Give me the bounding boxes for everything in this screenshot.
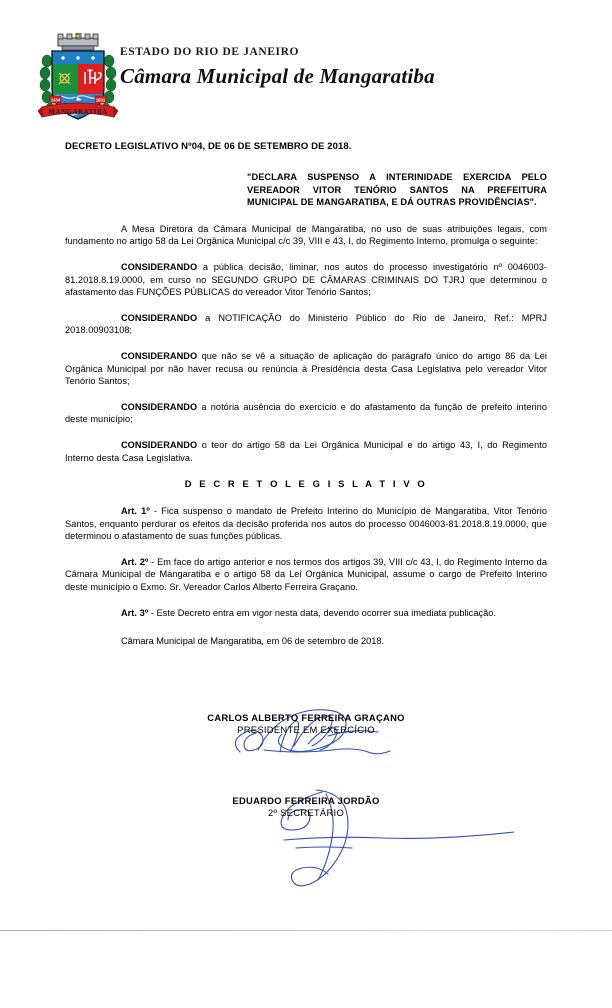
considerando-label-5: CONSIDERANDO bbox=[121, 439, 198, 450]
article-paragraph-1 bbox=[65, 505, 547, 543]
document-header bbox=[0, 28, 612, 128]
closing-line: Câmara Municipal de Mangaratiba, em 06 de setembro de 2018. bbox=[121, 636, 385, 647]
considerando-label-3: CONSIDERANDO bbox=[121, 350, 198, 361]
considerando-text-3: que não se vê a situação de aplicação do parágrafo único do artigo 86 da Lei Orgânica Municipal por não haver recusa ou renúncia à Presidência desta Casa Legislativa pelo vereador Vitor Tenório Santos; bbox=[65, 350, 547, 387]
crest-banner-text: MANGARATIBA bbox=[48, 108, 108, 117]
considerando-text-4: a notória ausência do exercício e do afastamento da função de prefeito interino deste município; bbox=[65, 401, 547, 425]
considerando-label-1: CONSIDERANDO bbox=[121, 261, 198, 272]
coat-of-arms-icon bbox=[36, 33, 120, 125]
article-paragraph-3 bbox=[65, 607, 547, 620]
header-institution-title: Câmara Municipal de Mangaratiba bbox=[120, 64, 435, 88]
considerando-paragraph-3 bbox=[65, 350, 547, 388]
signature-role-secretary: 2º SECRETÁRIO bbox=[267, 807, 345, 818]
considerando-label-2: CONSIDERANDO bbox=[121, 312, 198, 323]
signature-name-secretary: EDUARDO FERREIRA JORDÃO bbox=[232, 795, 380, 806]
considerando-text-1: a pública decisão, liminar, nos autos do processo investigatório nº 0046003-81.2018.8.19.0000, em curso no SEGUNDO GRUPO DE CÂMARAS CRIMINAIS DO TJRJ que determinou o afastamento das FUNÇÕES PÚBLICAS do vereador Vitor Tenório Santos; bbox=[65, 261, 547, 298]
footer-divider bbox=[0, 930, 612, 931]
considerando-paragraph-5 bbox=[65, 439, 547, 464]
article-text-1: - Fica suspenso o mandato de Prefeito Interino do Município de Mangaratiba, Vitor Tenório Santos, enquanto perdurar os efeitos da decisão proferida nos autos do processo 0046003-81.2018.8.19.0000, que determinou o afastamento de suas funções públicas. bbox=[65, 506, 547, 542]
article-label-2: Art. 2º bbox=[121, 556, 149, 567]
considerando-label-4: CONSIDERANDO bbox=[121, 401, 198, 412]
considerando-paragraph-4 bbox=[65, 401, 547, 426]
signature-block-secretary bbox=[0, 795, 612, 819]
article-text-3: - Este Decreto entra em vigor nesta data, devendo ocorrer sua imediata publicação. bbox=[148, 607, 497, 618]
article-paragraph-2 bbox=[65, 556, 547, 594]
article-label-3: Art. 3º bbox=[121, 607, 149, 618]
decree-heading: D E C R E T O L E G I S L A T I V O bbox=[184, 478, 428, 490]
considerando-paragraph-2 bbox=[65, 312, 547, 337]
signature-role-president: PRESIDENTE EM EXERCÍCIO bbox=[237, 724, 375, 735]
header-text-group bbox=[120, 45, 550, 90]
considerando-paragraph-1 bbox=[65, 261, 547, 299]
signature-block-president bbox=[0, 712, 612, 736]
article-text-2: - Em face do artigo anterior e nos termos dos artigos 39, VIII c/c 43, I, do Regimento Interno da Câmara Municipal de Mangaratiba e o artigo 58 da Lei Orgânica Municipal, assume o cargo de Prefeito Interino deste município o Exmo. Sr. Vereador Carlos Alberto Ferreira Graçano. bbox=[65, 556, 548, 593]
article-label-1: Art. 1º bbox=[121, 506, 150, 517]
preamble-paragraph: A Mesa Diretora da Câmara Municipal de Mangaratiba, no uso de suas atribuições legais, com fundamento no artigo 58 da Lei Orgânica Municipal c/c 39, VIII e 43, I, do Regimento Interno, promulga o seguinte: bbox=[65, 223, 547, 247]
signature-name-president: CARLOS ALBERTO FERREIRA GRAÇANO bbox=[207, 712, 405, 723]
header-state-line: ESTADO DO RIO DE JANEIRO bbox=[120, 46, 300, 58]
document-body bbox=[65, 140, 547, 648]
crest-date-left: 1434 bbox=[50, 97, 61, 103]
decree-ementa: "DECLARA SUSPENSO A INTERINIDADE EXERCIDA PELO VEREADOR VITOR TENÓRIO SANTOS NA PREFEITURA MUNICIPAL DE MANGARATIBA, E DÁ OUTRAS PROVIDÊNCIAS". bbox=[247, 172, 547, 208]
considerando-text-2: a NOTIFICAÇÃO do Ministério Público do Rio de Janeiro, Ref.: MPRJ 2018.00903108; bbox=[65, 312, 547, 336]
decree-number: DECRETO LEGISLATIVO Nº04, DE 06 DE SETEMBRO DE 2018. bbox=[65, 141, 352, 152]
crest-date-right: 1831 bbox=[95, 97, 106, 103]
considerando-text-5: o teor do artigo 58 da Lei Orgânica Municipal e do artigo 43, I, do Regimento Interno desta Casa Legislativa. bbox=[65, 439, 547, 463]
